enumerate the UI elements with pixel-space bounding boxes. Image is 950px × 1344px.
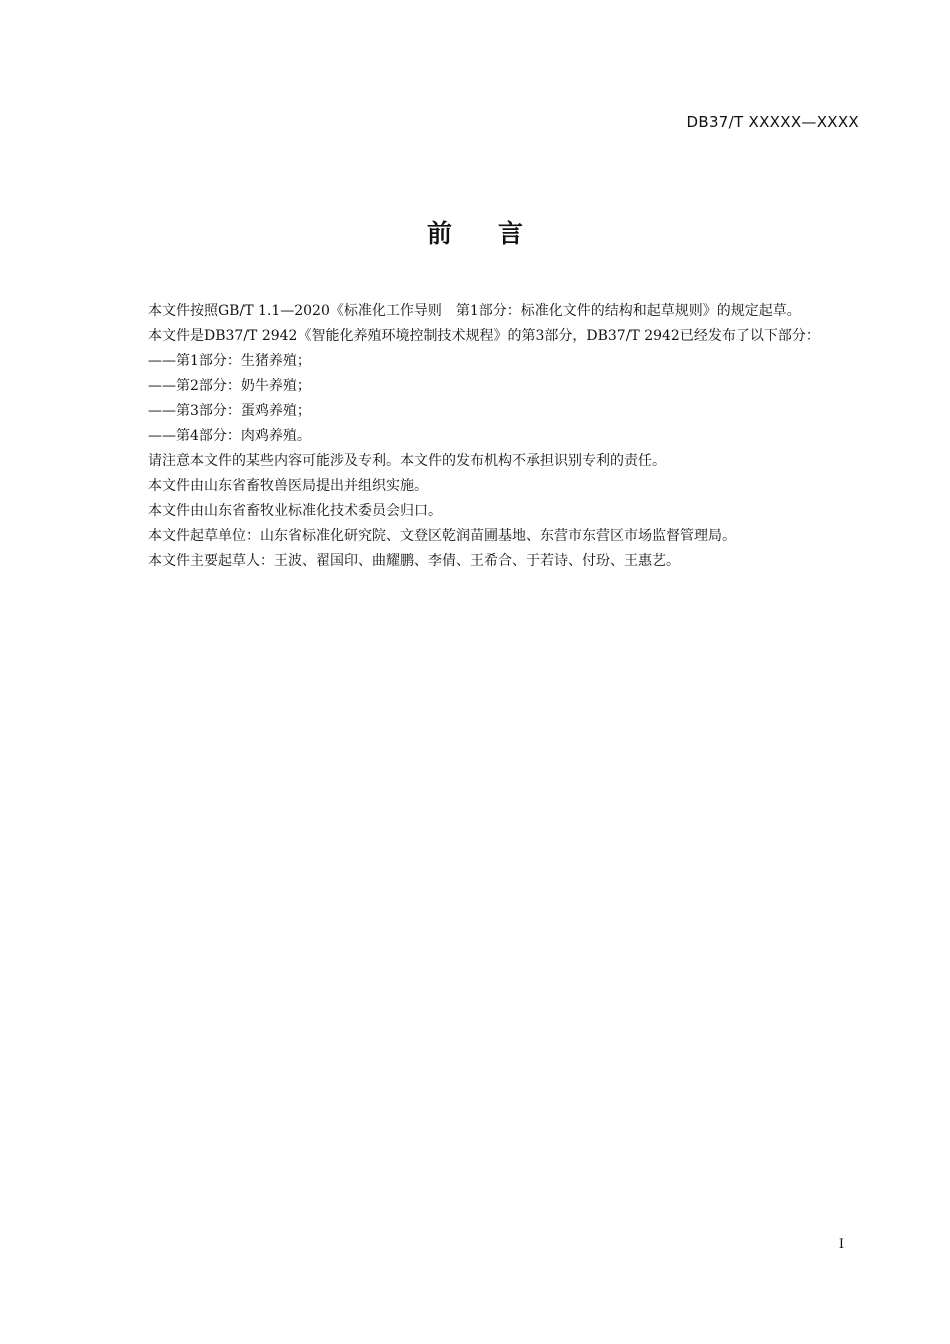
list-item: ——第3部分：蛋鸡养殖；: [148, 403, 311, 419]
paragraph-drafting-units: 本文件起草单位：山东省标准化研究院、文登区乾润苗圃基地、东营市东营区市场监督管理局。: [148, 528, 736, 544]
paragraph-patent-notice: 请注意本文件的某些内容可能涉及专利。本文件的发布机构不承担识别专利的责任。: [148, 453, 666, 469]
list-item: ——第4部分：肉鸡养殖。: [148, 428, 311, 444]
foreword-body: [113, 299, 859, 574]
paragraph-centralized-by: 本文件由山东省畜牧业标准化技术委员会归口。: [148, 503, 442, 519]
page-number: I: [838, 1237, 844, 1252]
list-item: ——第2部分：奶牛养殖；: [148, 378, 311, 394]
paragraph-series-intro: 本文件是DB37/T 2942《智能化养殖环境控制技术规程》的第3部分，DB37/T 2942已经发布了以下部分：: [148, 328, 820, 344]
page-title: 前言: [426, 219, 569, 248]
paragraph-drafting-basis: 本文件按照GB/T 1.1—2020《标准化工作导则 第1部分：标准化文件的结构和起草规则》的规定起草。: [148, 303, 801, 319]
document-code: DB37/T XXXXX—XXXX: [686, 113, 859, 131]
paragraph-drafters: 本文件主要起草人：王波、翟国印、曲耀鹏、李倩、王希合、于若诗、付玢、王惠艺。: [148, 553, 680, 569]
paragraph-proposer: 本文件由山东省畜牧兽医局提出并组织实施。: [148, 478, 428, 494]
list-item: ——第1部分：生猪养殖；: [148, 353, 311, 369]
